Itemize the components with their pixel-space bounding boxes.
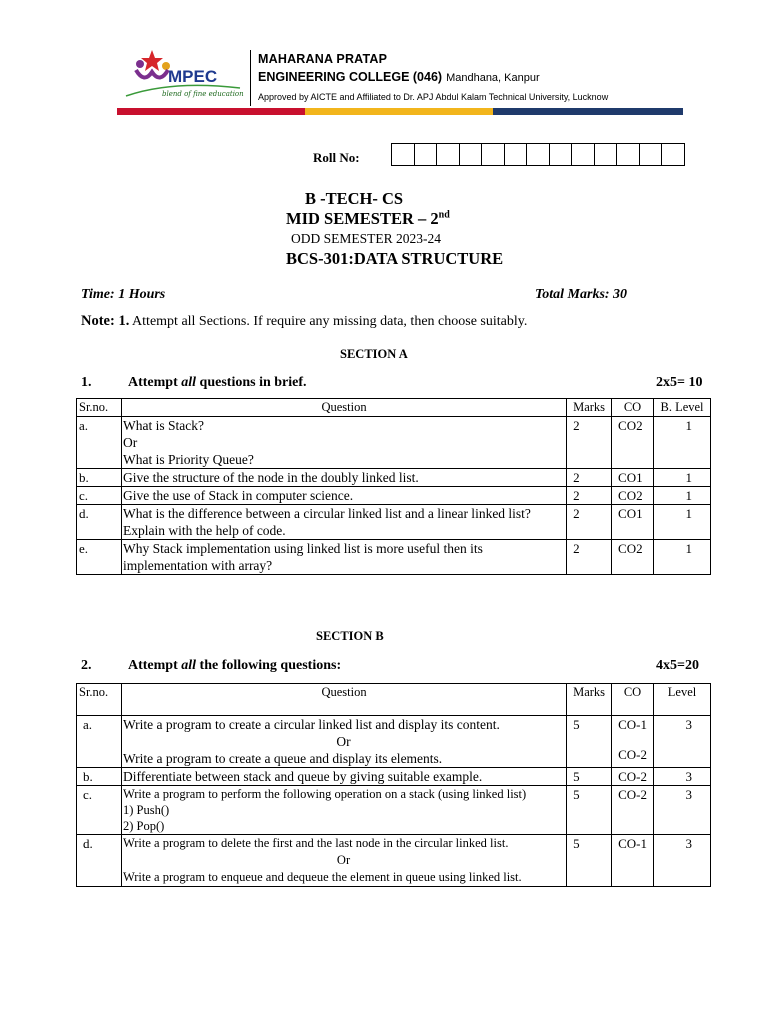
- exam-title: [286, 209, 450, 229]
- co-value-alt: CO-2: [618, 747, 647, 762]
- question-or: Or: [336, 853, 351, 867]
- row-level: 1: [654, 540, 711, 575]
- course-title: B -TECH- CS: [305, 189, 404, 208]
- row-question: Give the structure of the node in the doubly linked list.: [121, 469, 566, 487]
- question-alt: Write a program to create a queue and display its elements.: [122, 751, 443, 766]
- question-text: Write a program to delete the first and the last node in the circular linked list.: [122, 836, 509, 850]
- row-question: Give the use of Stack in computer science.: [121, 487, 566, 505]
- logo-tagline: blend of fine education: [162, 90, 244, 98]
- section-b-heading-post: the following questions:: [196, 658, 342, 673]
- row-sr: b.: [77, 469, 122, 487]
- section-a-marks: 2x5= 10: [656, 375, 703, 390]
- row-level: 1: [654, 487, 711, 505]
- row-marks: 5: [567, 786, 612, 835]
- col-marks: Marks: [567, 399, 612, 417]
- question-or: Or: [336, 734, 351, 749]
- header-bar-blue: [493, 108, 683, 115]
- section-a-table: [76, 398, 711, 575]
- row-marks: 5: [567, 768, 612, 786]
- section-a-num: 1.: [81, 375, 92, 390]
- row-question: [121, 835, 566, 887]
- row-sr: d.: [77, 505, 122, 540]
- row-question: [121, 716, 566, 768]
- question-text: Write a program to perform the following operation on a stack (using linked list): [122, 787, 527, 801]
- table-row: [77, 786, 711, 835]
- col-co: CO: [612, 684, 654, 716]
- co-value: CO-1: [618, 717, 647, 732]
- note-label: Note: 1.: [81, 313, 130, 329]
- college-name-line1: MAHARANA PRATAP: [258, 52, 388, 66]
- row-co: CO1: [612, 505, 654, 540]
- col-level: Level: [654, 684, 711, 716]
- question-op1: 1) Push(): [122, 803, 170, 817]
- table-header-row: [77, 399, 711, 417]
- col-srno: Sr.no.: [77, 399, 122, 417]
- col-srno: Sr.no.: [77, 684, 122, 716]
- section-a-heading: [81, 375, 307, 391]
- table-row: [77, 469, 711, 487]
- row-question: What is the difference between a circular linked list and a linear linked list? Explain with the help of code.: [121, 505, 566, 540]
- row-level: 1: [654, 417, 711, 469]
- table-row: [77, 540, 711, 575]
- row-question: [121, 417, 566, 469]
- subject-title: BCS-301:DATA STRUCTURE: [286, 249, 504, 268]
- question-text: What is Stack?: [122, 418, 204, 433]
- header-divider: [250, 50, 251, 106]
- row-marks: 2: [567, 417, 612, 469]
- table-row: [77, 716, 711, 768]
- table-row: [77, 505, 711, 540]
- row-co: CO2: [612, 417, 654, 469]
- row-co: CO2: [612, 487, 654, 505]
- row-level: 3: [654, 786, 711, 835]
- row-marks: 2: [567, 505, 612, 540]
- semester-title: ODD SEMESTER 2023-24: [291, 231, 442, 246]
- col-question: Question: [121, 399, 566, 417]
- row-marks: 5: [567, 716, 612, 768]
- row-level: 1: [654, 469, 711, 487]
- section-b-heading-em: all: [181, 658, 197, 673]
- row-sr: d.: [77, 835, 122, 887]
- section-b-heading: [81, 658, 341, 674]
- row-marks: 5: [567, 835, 612, 887]
- row-level: 3: [654, 768, 711, 786]
- section-b-table: [76, 683, 711, 887]
- header-bar-red: [117, 108, 305, 115]
- table-row: [77, 487, 711, 505]
- question-alt: Write a program to enqueue and dequeue the element in queue using linked list.: [122, 870, 522, 884]
- row-question: [121, 786, 566, 835]
- col-co: CO: [612, 399, 654, 417]
- total-marks-label: Total Marks: 30: [535, 287, 628, 302]
- col-level: B. Level: [654, 399, 711, 417]
- table-row: [77, 768, 711, 786]
- row-co: CO1: [612, 469, 654, 487]
- row-question: Differentiate between stack and queue by giving suitable example.: [121, 768, 566, 786]
- row-sr: b.: [77, 768, 122, 786]
- row-sr: e.: [77, 540, 122, 575]
- row-level: 3: [654, 716, 711, 768]
- question-text: Write a program to create a circular linked list and display its content.: [122, 717, 500, 732]
- col-question: Question: [121, 684, 566, 716]
- question-or: Or: [122, 435, 138, 450]
- col-marks: Marks: [567, 684, 612, 716]
- row-marks: 2: [567, 540, 612, 575]
- section-b-marks: 4x5=20: [656, 658, 699, 673]
- note-text: Attempt all Sections. If require any missing data, then choose suitably.: [129, 314, 528, 329]
- section-a-heading-em: all: [181, 375, 197, 390]
- roll-no-label: Roll No:: [313, 150, 360, 165]
- row-co: CO2: [612, 540, 654, 575]
- row-marks: 2: [567, 469, 612, 487]
- row-level: 3: [654, 835, 711, 887]
- college-name-line2: [258, 70, 540, 84]
- row-co: CO-1: [612, 835, 654, 887]
- row-level: 1: [654, 505, 711, 540]
- roll-no-boxes[interactable]: [391, 143, 685, 166]
- row-marks: 2: [567, 487, 612, 505]
- table-row: [77, 417, 711, 469]
- college-logo: [122, 44, 250, 104]
- row-sr: a.: [77, 417, 122, 469]
- row-sr: c.: [77, 786, 122, 835]
- time-label: Time: 1 Hours: [81, 287, 166, 302]
- row-sr: a.: [77, 716, 122, 768]
- row-co: [612, 716, 654, 768]
- section-a-heading-post: questions in brief.: [196, 375, 307, 390]
- exam-sup: nd: [438, 209, 450, 221]
- note: [81, 313, 527, 330]
- header-bar-yellow: [305, 108, 493, 115]
- college-name: ENGINEERING COLLEGE (046): [258, 70, 443, 84]
- section-b-title: SECTION B: [316, 629, 384, 643]
- question-alt: What is Priority Queue?: [122, 452, 254, 467]
- exam-name: MID SEMESTER – 2: [286, 209, 439, 228]
- section-a-heading-pre: Attempt: [128, 375, 182, 390]
- row-sr: c.: [77, 487, 122, 505]
- logo-text: MPEC: [168, 67, 218, 86]
- row-co: CO-2: [612, 768, 654, 786]
- section-b-heading-pre: Attempt: [128, 658, 182, 673]
- question-op2: 2) Pop(): [122, 819, 165, 833]
- section-a-title: SECTION A: [340, 347, 408, 361]
- college-place: Mandhana, Kanpur: [446, 72, 540, 84]
- row-question: Why Stack implementation using linked list is more useful then its implementation with array?: [121, 540, 566, 575]
- table-row: [77, 835, 711, 887]
- section-b-num: 2.: [81, 658, 92, 673]
- approval-text: Approved by AICTE and Affiliated to Dr. APJ Abdul Kalam Technical University, Lucknow: [258, 92, 609, 102]
- row-co: CO-2: [612, 786, 654, 835]
- table-header-row: [77, 684, 711, 716]
